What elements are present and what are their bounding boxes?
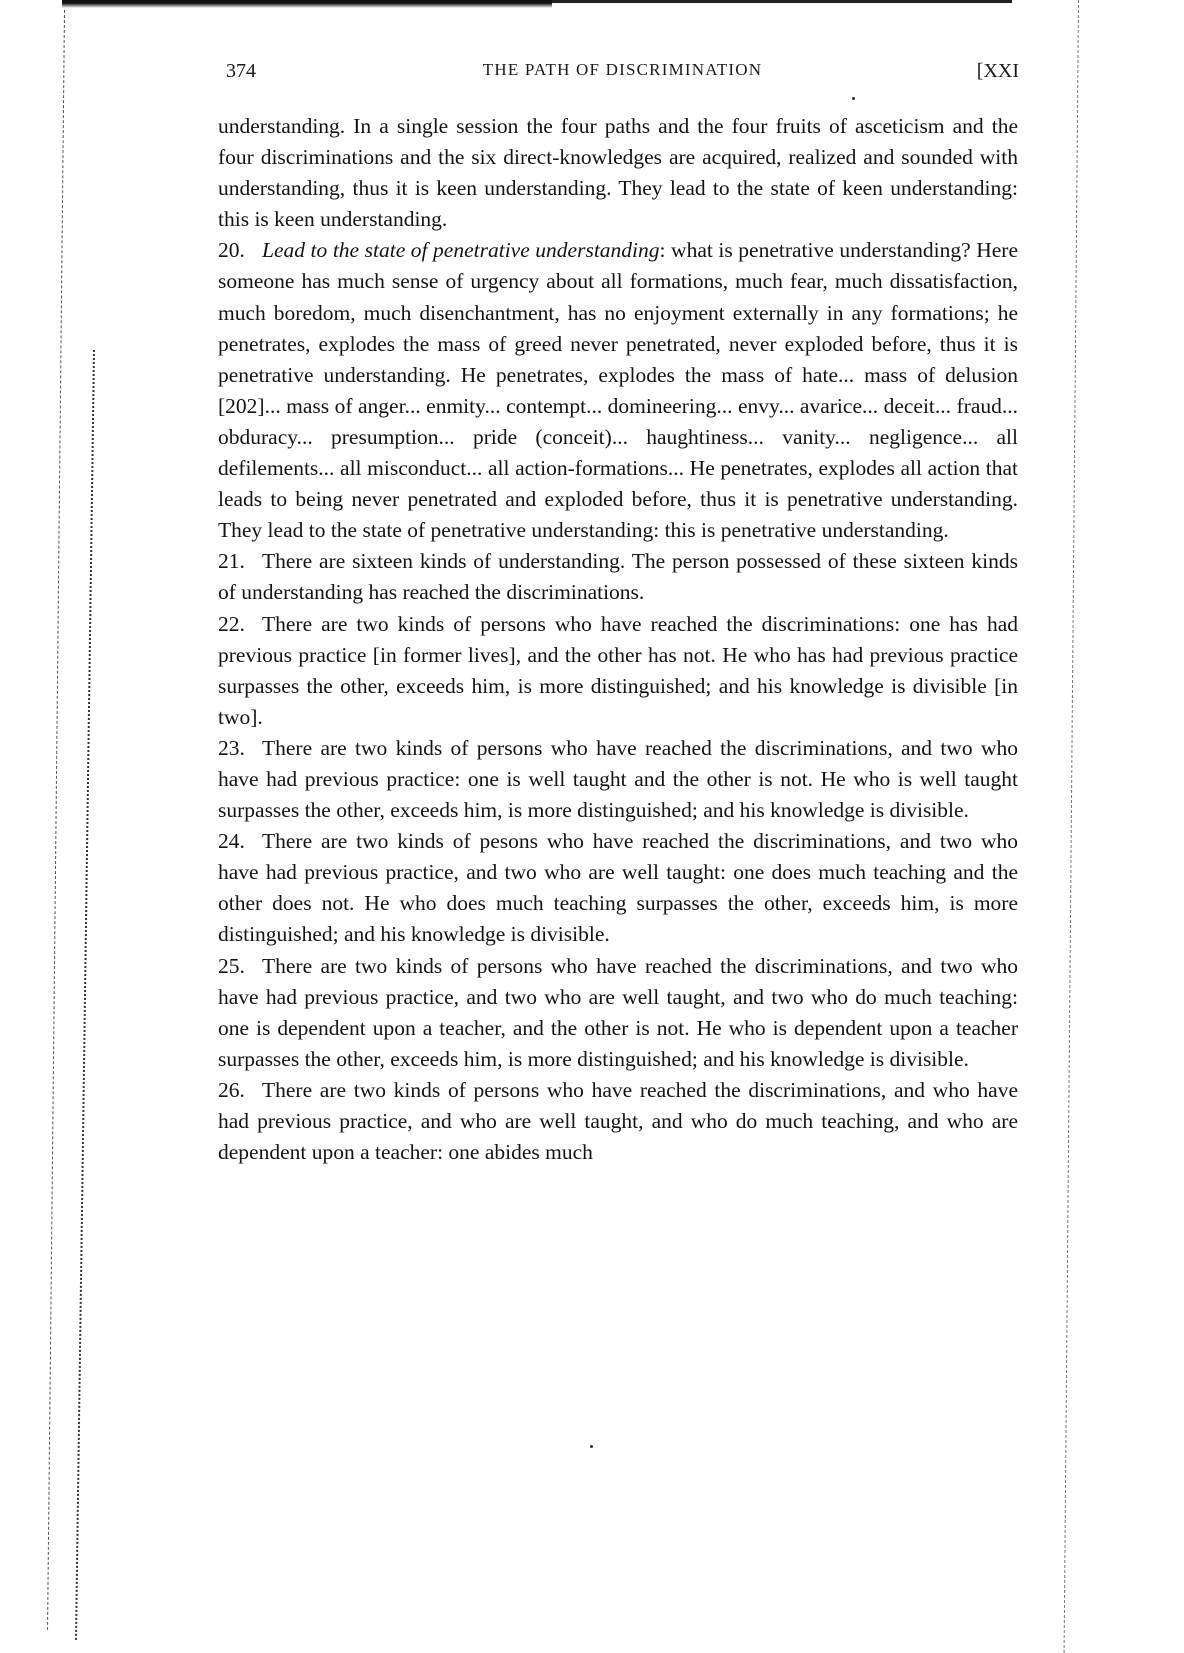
- paragraph-text: There are two kinds of persons who have reached the discriminations, and who have had previous practice, and who are well taught, and who do much teaching, and who are dependent upon a teacher: one abides much: [218, 1077, 1018, 1165]
- scan-right-edge-line: [1064, 0, 1080, 1653]
- paragraph-number: 25.: [218, 953, 245, 978]
- scan-gutter-line-inner: [75, 350, 97, 1640]
- paragraph-21: [218, 546, 1018, 608]
- chapter-mark: [XXI: [976, 60, 1019, 82]
- paragraph-text: There are two kinds of persons who have reached the discriminations, and two who have had previous practice, and two who are well taught, and two who do much teaching: one is dependent upon a teacher, and the other is not. He who is dependent upon a teacher surpasses the other, exceeds him, is more distinguished; and his knowledge is divisible.: [218, 953, 1018, 1071]
- running-head: [226, 60, 1019, 90]
- paragraph-26: [218, 1075, 1018, 1168]
- paragraph-text: There are sixteen kinds of understanding. The person possessed of these sixteen kinds of understanding has reached the discriminations.: [218, 549, 1018, 605]
- scan-top-edge-line: [552, 0, 1012, 3]
- paragraph-25: [218, 951, 1018, 1075]
- paragraph-text: There are two kinds of pesons who have reached the discriminations, and two who have had previous practice, and two who are well taught: one does much teaching and the other does not. He who does much teaching surpasses the other, exceeds him, is more distinguished; and his knowledge is divisible.: [218, 829, 1018, 947]
- paragraph-text: There are two kinds of persons who have reached the discriminations: one has had previous practice [in former lives], and the other has not. He who has had previous practice surpasses the other, exceeds him, is more distinguished; and his knowledge is divisible [in two].: [218, 611, 1018, 729]
- italic-lead: Lead to the state of penetrative understanding: [262, 238, 660, 263]
- paragraph-number: 23.: [218, 735, 245, 760]
- paragraph-text: : what is penetrative understanding? Here someone has much sense of urgency about all formations, much fear, much dissatisfaction, much boredom, much disenchantment, has no enjoyment externally in any formations; he penetrates, explodes the mass of greed never penetrated, never exploded before, thus it is penetrative understanding. He penetrates, explodes the mass of hate... mass of delusion [202]... mass of anger... enmity... contempt... domineering... envy... avarice... deceit... fraud... obduracy... presumption... pride (conceit)... haughtiness... vanity... negligence... all defilements... all misconduct... all action-formations... He penetrates, explodes all action that leads to being never penetrated and exploded before, thus it is penetrative understanding. They lead to the state of penetrative understanding: this is penetrative understanding.: [218, 238, 1018, 543]
- paragraph-22: [218, 609, 1018, 733]
- scan-top-edge-shadow: [62, 0, 552, 8]
- paragraph-number: 21.: [218, 549, 245, 574]
- page-number: 374: [226, 60, 256, 82]
- paragraph-text: There are two kinds of persons who have reached the discriminations, and two who have had previous practice: one is well taught and the other is not. He who is well taught surpasses the other, exceeds him, is more distinguished; and his knowledge is divisible.: [218, 735, 1018, 823]
- scan-speck: [590, 1445, 593, 1448]
- paragraph-23: [218, 733, 1018, 826]
- paragraph-number: 24.: [218, 829, 245, 854]
- page-body-text: [218, 111, 1018, 1168]
- paragraph-number: 26.: [218, 1077, 245, 1102]
- running-title: THE PATH OF DISCRIMINATION: [482, 60, 763, 79]
- scan-speck: [852, 97, 855, 100]
- paragraph-24: [218, 826, 1018, 950]
- scan-gutter-line: [47, 10, 66, 1630]
- paragraph-number: 22.: [218, 611, 245, 636]
- continuation-paragraph: understanding. In a single session the four paths and the four fruits of asceticism and the four discriminations and the six direct-knowledges are acquired, realized and sounded with understanding, thus it is keen understanding. They lead to the state of keen understanding: this is keen understanding.: [218, 114, 1018, 232]
- paragraph-number: 20.: [218, 238, 245, 263]
- paragraph-20: [218, 235, 1018, 546]
